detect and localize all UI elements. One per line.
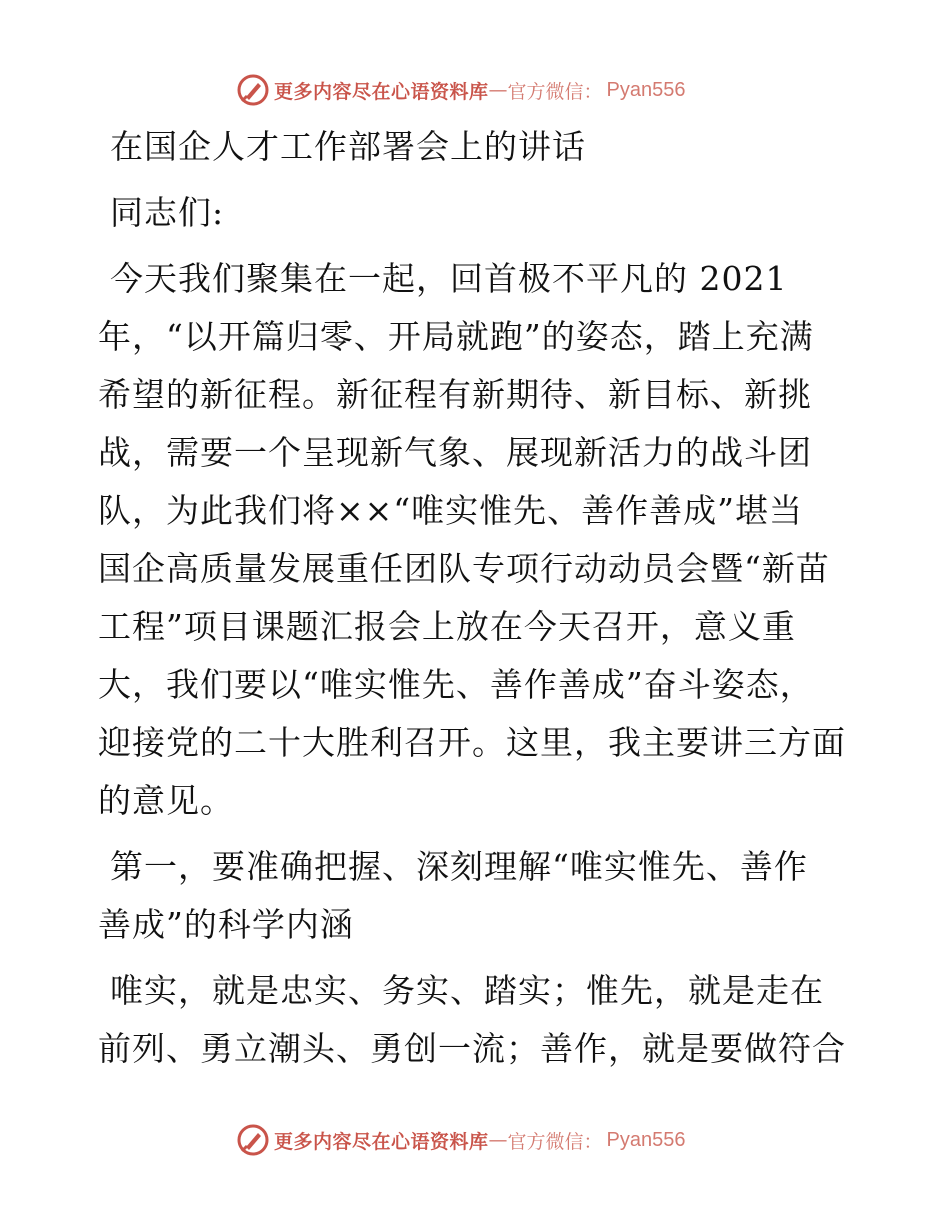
text-line: 迎接党的二十大胜利召开。这里，我主要讲三方面	[98, 723, 846, 762]
text-line: 唯实，就是忠实、务实、踏实；惟先，就是走在	[110, 971, 824, 1010]
watermark-account: Pyan556	[606, 78, 686, 101]
text-line: 队，为此我们将××“唯实惟先、善作善成”堪当	[98, 491, 804, 530]
text-line: 大，我们要以“唯实惟先、善作善成”奋斗姿态，	[98, 665, 814, 704]
document-title: 在国企人才工作部署会上的讲话	[110, 127, 586, 166]
heading-line: 善成”的科学内涵	[98, 905, 354, 944]
text-line: 国企高质量发展重任团队专项行动动员会暨“新苗	[98, 549, 830, 588]
text-line: 的意见。	[98, 781, 234, 820]
text-line: 前列、勇立潮头、勇创一流；善作，就是要做符合	[98, 1029, 846, 1068]
salutation: 同志们:	[110, 193, 225, 232]
watermark-footer	[236, 1122, 686, 1158]
watermark-label: 官方微信：	[507, 1130, 603, 1153]
watermark-dash: —	[488, 1129, 508, 1151]
watermark-label: 官方微信：	[507, 80, 603, 103]
watermark-dash: —	[488, 79, 508, 101]
document-body	[98, 118, 858, 1078]
watermark-account: Pyan556	[606, 1128, 686, 1151]
text-line: 工程”项目课题汇报会上放在今天召开，意义重	[98, 607, 796, 646]
heading-line: 第一，要准确把握、深刻理解“唯实惟先、善作	[110, 847, 808, 886]
text-line: 希望的新征程。新征程有新期待、新目标、新挑	[98, 375, 812, 414]
pen-logo-icon	[236, 73, 270, 107]
pen-logo-icon	[236, 1123, 270, 1157]
paragraph-2	[98, 962, 858, 1078]
watermark-brand: 更多内容尽在心语资料库	[274, 80, 489, 103]
watermark-header	[236, 72, 686, 108]
watermark-brand: 更多内容尽在心语资料库	[274, 1130, 489, 1153]
section-heading-1	[98, 838, 858, 954]
text-line: 年，“以开篇归零、开局就跑”的姿态，踏上充满	[98, 317, 814, 356]
text-line: 战，需要一个呈现新气象、展现新活力的战斗团	[98, 433, 812, 472]
paragraph-1	[98, 250, 858, 830]
text-line: 今天我们聚集在一起，回首极不平凡的 2021	[110, 259, 788, 298]
